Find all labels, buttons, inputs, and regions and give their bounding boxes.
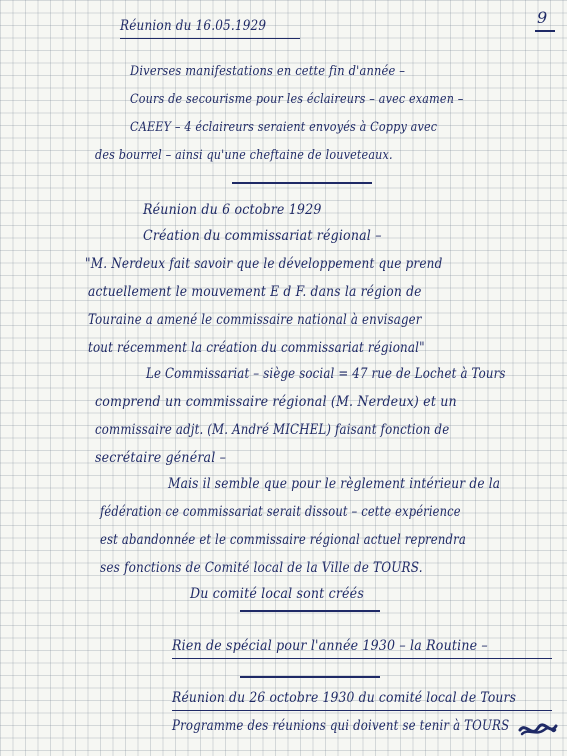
text-line: fédération ce commissariat serait dissout – cette expérience xyxy=(100,504,461,520)
meeting-heading-1930-10: Réunion du 26 octobre 1930 du comité local de Tours xyxy=(172,690,517,706)
text-line: Du comité local sont créés xyxy=(190,586,364,602)
text-line: commissaire adjt. (M. André MICHEL) faisant fonction de xyxy=(95,422,450,438)
text-line: des bourrel – ainsi qu'une cheftaine de louveteaux. xyxy=(95,148,393,163)
section-divider xyxy=(240,610,380,612)
text-line: Création du commissariat régional – xyxy=(143,228,382,244)
text-line: Touraine a amené le commissaire national à envisager xyxy=(88,312,422,328)
page-number-underline xyxy=(535,30,555,32)
year-1930-underline xyxy=(172,658,552,659)
text-line: Le Commissariat – siège social = 47 rue de Lochet à Tours xyxy=(146,366,506,382)
text-line: secrétaire général – xyxy=(95,450,227,466)
section-divider xyxy=(240,676,380,678)
meeting-heading-1929-10: Réunion du 6 octobre 1929 xyxy=(143,202,322,218)
text-line: Diverses manifestations en cette fin d'année – xyxy=(130,64,406,79)
text-line: CAEEY – 4 éclaireurs seraient envoyés à Coppy avec xyxy=(130,120,438,135)
meeting-heading-1929-05: Réunion du 16.05.1929 xyxy=(120,18,267,34)
text-line: Rien de spécial pour l'année 1930 – la Routine – xyxy=(172,638,488,654)
text-line: Mais il semble que pour le règlement intérieur de la xyxy=(168,476,501,492)
page-number: 9 xyxy=(537,8,548,27)
text-line: ses fonctions de Comité local de la Ville de TOURS. xyxy=(100,560,423,576)
heading-3-underline xyxy=(172,710,552,711)
scribble-mark xyxy=(518,720,558,740)
text-line: comprend un commissaire régional (M. Nerdeux) et un xyxy=(95,394,457,410)
text-line: est abandonnée et le commissaire régional actuel reprendra xyxy=(100,532,466,548)
text-line: Cours de secourisme pour les éclaireurs – avec examen – xyxy=(130,92,464,107)
text-line: Programme des réunions qui doivent se tenir à TOURS xyxy=(172,718,510,734)
heading-1-underline xyxy=(120,38,300,39)
text-line: actuellement le mouvement E d F. dans la région de xyxy=(88,284,422,300)
text-line: "M. Nerdeux fait savoir que le développement que prend xyxy=(85,256,443,272)
section-divider xyxy=(232,182,372,184)
text-line: tout récemment la création du commissariat régional" xyxy=(88,340,425,356)
